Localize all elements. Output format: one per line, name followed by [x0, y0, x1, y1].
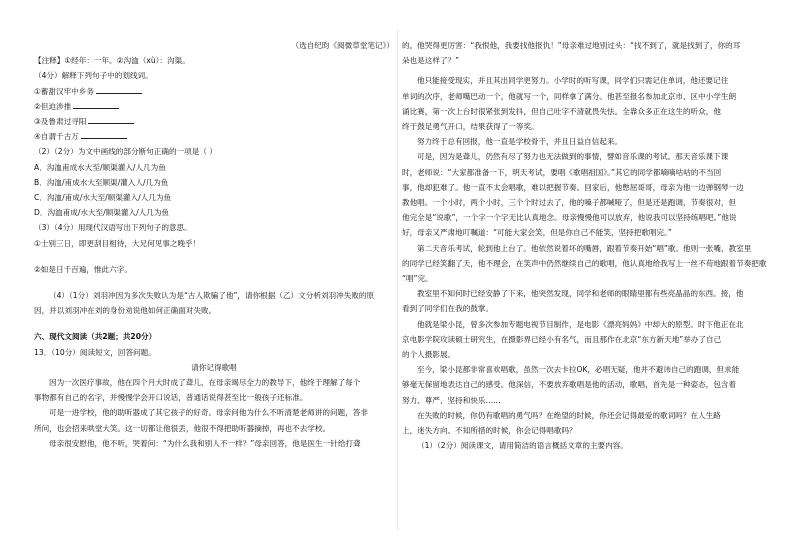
question-punctuation: （2）（2分）为文中画线的部分断句正确的一项是（ ）: [34, 147, 217, 157]
answer-blank[interactable]: [73, 100, 119, 109]
article-title: 请你记得歌唱: [191, 362, 237, 372]
answer-blank[interactable]: [88, 115, 134, 124]
article-line: 的。他哭得更厉害：“我恨他，我要找他报仇！”母亲难过地别过头：“找不到了，就是找到了，你的耳: [402, 41, 741, 50]
question-translate: （3）（4分）用现代汉语写出下列句子的意思。: [34, 223, 192, 233]
article-line: “唱”完。: [402, 274, 433, 284]
explain-item: [34, 114, 394, 129]
question-explain: （4分）解释下列句子中的划线词。: [34, 71, 153, 81]
article-line: 朵也是这样了？”: [402, 56, 460, 66]
column-divider: [397, 30, 398, 530]
answer-blank[interactable]: [81, 130, 127, 139]
article-line: 事，他却犯难了。他一直不太会唱歌，难以把握节奏。回家后，他憋屈哥哥，母亲为他一边弹钢琴一边: [402, 182, 744, 192]
explain-item: [34, 99, 394, 114]
answer-blank[interactable]: [96, 85, 142, 94]
article-line: 的同学已经笑翻了天，他不理会，在笑声中仍然继续自己的歌唱，他认真地给我写上一丝不苟地跟着节奏把歌: [402, 258, 767, 268]
option-d: D．沟洫甫成/水大至/顺渠灌入/人几为鱼: [34, 208, 170, 218]
article-line: 他就是梁小昆，曾多次参加专题电视节目制作，是电影《漂亮妈妈》中却大的原型。时下他正在北: [417, 319, 744, 329]
explain-item-text: ③及鲁肃过寻阳: [34, 117, 87, 127]
article-paragraph: 事物都有自己的名字，并慢慢学会开口说话，普通话说得甚至比一般孩子还标准。: [34, 393, 308, 403]
article-paragraph: 可是一进学校，他的助听器成了其它孩子的好奇。母亲问他为什么不听清楚老师讲的问题，答非: [49, 408, 368, 418]
explain-item: [34, 84, 394, 99]
article-line: 努力终于总有回报，他一直是学校骨干，并且日益自信起来。: [417, 137, 623, 147]
question-analysis: （4）（1分）刘羽冲因为多次失败认为是“古人欺骗了他”，请你根据（乙）文分析刘羽冲失败的原: [49, 291, 375, 301]
article-line: 教室里不知何时已经安静了下来，他突然发现，同学和老师的眼睛里都有些亮晶晶的东西。接，他: [417, 289, 744, 299]
article-line: 第二天音乐考试，轮到他上台了。他依然说着坏的嘴唇，跟着节奏开始“唱”歌。他则一张嘴，教室里: [417, 243, 752, 253]
explain-item-text: ④自谓千古万: [34, 132, 79, 142]
article-line: 好，母亲又严肃地叮嘱道：“可能大家会笑，但是你自己不能笑，坚持把歌唱完。”: [402, 228, 672, 238]
source-citation: （选自纪昀《阅微草堂笔记》）: [291, 41, 394, 50]
notes: 【注释】①经年：一年。②沟洫（xù）：沟渠。: [34, 56, 190, 66]
option-a: A．沟洫甫成水大至/顺渠灌入/人几为鱼: [34, 162, 166, 172]
article-line: 可是，因为是聋儿，仍然有尽了努力也无法做到的事情，譬如音乐课的考试。那天音乐课下课: [417, 152, 729, 162]
left-column: [34, 38, 394, 451]
article-line: 教他唱。一个小时，两个小时，三个个时过去了，他的嗓子都喊哑了，但是还是跑调，节奏很对，但: [402, 198, 737, 208]
translate-item-1: ①士别三日，即更刮目相待，大兄何见事之晚乎！: [34, 238, 201, 248]
article-line: 终于鼓足勇气开口，结果获得了一等奖。: [402, 122, 539, 132]
article-line: 单词的次序，老师嘴巴动一个，他就写一个，同样拿了满分。他甚至报名参加北京市、区中小学生朗: [402, 91, 737, 101]
question-13: 13．（10分）阅读短文，回答问题。: [34, 347, 156, 357]
article-line: 他完全是“说歌”，一个字一个字无比认真地念。母亲慢慢他可以放弃，他说我可以坚持练唱吧。”他说: [402, 213, 737, 223]
article-line: 诵比赛，第一次上台时很紧张到发抖，但自己吐字不清就畏失怯。全靠众多正在这生的听众，他: [402, 106, 721, 116]
right-column: [402, 38, 770, 453]
option-b: B．沟洫/甫成水大至顺渠/灌入人/几为鱼: [34, 177, 169, 187]
explain-item-text: ②但迫涉推: [34, 101, 72, 111]
article-paragraph: 所问，也会招来哄堂大笑。这一切都让他很丢，他很不得把助听器摘掉，再也不去学校。: [34, 423, 331, 433]
option-c: C．沟洫/甫成/水大至/顺渠灌入/人几为鱼: [34, 193, 172, 203]
article-line: 时，老师说：“大家都准备一下，明天考试，要唱《歌唱祖国》。”其它的同学都嘀嘀咕咕的不当回: [402, 167, 722, 177]
question-analysis-cont: 因，并以刘羽冲在刘的身份劝说他如何正确面对失败。: [34, 306, 217, 316]
section-title: 六、现代文阅读（共2题；共20分）: [34, 332, 157, 342]
article-line: 的个人摄影展。: [402, 350, 456, 360]
article-line: 上，迷失方向、不知所措的时候，你会记得唱歌吗？: [402, 426, 577, 436]
article-line: 努力、尊严、坚持和快乐……: [402, 395, 501, 405]
question-1: （1）（2分）阅读课文，请用简洁的语言概括文章的主要内容。: [417, 441, 628, 451]
article-line: 够毫无保留地表达自己的感受。他深信，不要放弃歌唱是他的活动，歌唱，首先是一种姿态，包含着: [402, 380, 737, 390]
article-line: 至今，梁小昆都非常喜欢唱歌，虽然一次去卡拉OK，必唱无疑，他并不避讳自己的跑调，但求能: [417, 365, 740, 375]
article-line: 在失败的时候，你仍有歌唱的勇气吗？在绝望的时候，你还会记得最爱的歌词吗？在人生路: [417, 410, 721, 420]
article-paragraph: 因为一次医疗事故，他在四个月大时成了聋儿，在母亲竭尽全力的教导下，他终于理解了每个: [49, 378, 361, 388]
explain-item-text: ①蓄甜汉牢中乡务: [34, 86, 94, 96]
article-paragraph: 母亲很安慰他，他不听，哭着问：“为什么我和别人不一样？”母亲回答，他是医生一针给打聋: [49, 438, 361, 448]
explain-item: [34, 129, 394, 144]
article-line: 看到了同学们在我的鼓掌。: [402, 304, 494, 314]
translate-item-2: ②如是日千百遍，惟此六字。: [34, 264, 132, 274]
article-line: 他只能接受现实，并且其出同学更努力。小学时的听写课，同学们只需记住单词，他还要记住: [417, 76, 729, 86]
article-line: 京电影学院攻读硕士研究生，在摄影界已经小有名气，而且那作在北京“东方新天地”举办了自己: [402, 334, 722, 344]
